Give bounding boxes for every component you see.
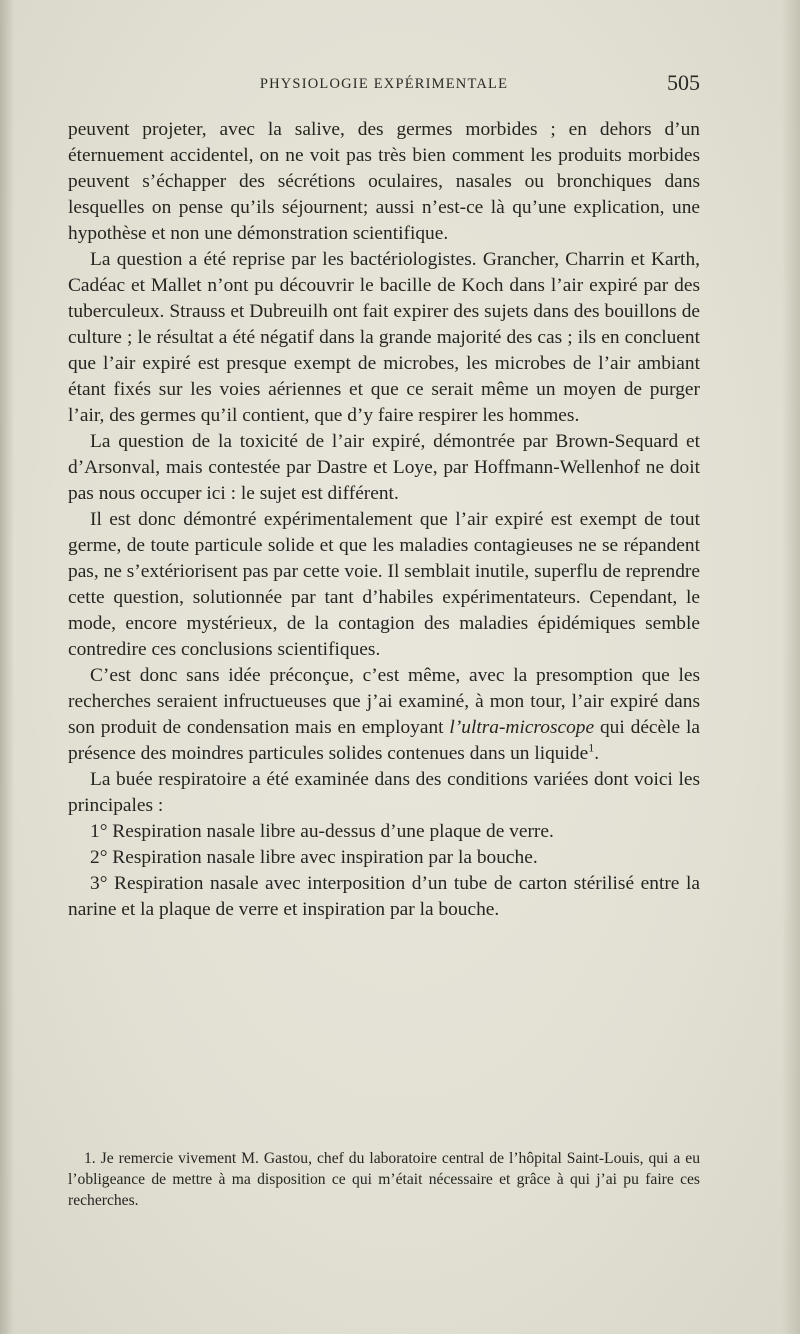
footnote (68, 1148, 700, 1211)
body-text (68, 117, 700, 923)
list-item: 3° Respiration nasale avec interposition d’un tube de carton stérilisé entre la narine et la plaque de verre et inspiration par la bouche. (68, 873, 700, 920)
footnote-reference: 1 (588, 740, 595, 755)
page-header (68, 70, 700, 100)
paragraph-4: Il est donc démontré expérimentalement que l’air expiré est exempt de tout germe, de toute particule solide et que les maladies contagieuses ne se répandent pas, ne s’extériorisent pas par cette voie. Il semblait inutile, superflu de reprendre cette question, solutionnée par tant d’habiles expérimentateurs. Cependant, le mode, encore mystérieux, de la contagion des maladies épidémiques semble contredire ces conclusions scientifiques. (68, 509, 700, 660)
paragraph-5-text-continued: qui décèle la présence des moindres particules solides contenues dans un liquide (68, 717, 700, 764)
list-item: 1° Respiration nasale libre au-dessus d’une plaque de verre. (90, 821, 554, 842)
paragraph-5-end: . (594, 743, 600, 764)
running-title: PHYSIOLOGIE EXPÉRIMENTALE (259, 76, 509, 92)
page-edge-shadow (782, 0, 800, 1334)
page-number: 505 (667, 70, 700, 95)
list-item: 2° Respiration nasale libre avec inspiration par la bouche. (90, 847, 538, 868)
paragraph-3: La question de la toxicité de l’air expiré, démontrée par Brown-Sequard et d’Arsonval, mais contestée par Dastre et Loye, par Hoffmann-Wellenhof ne doit pas nous occuper ici : le sujet est différent. (68, 431, 700, 504)
footnote-text: 1. Je remercie vivement M. Gastou, chef du laboratoire central de l’hôpital Saint-Louis, qui a eu l’obligeance de mettre à ma disposition ce qui m’était nécessaire et grâce à qui j’ai pu faire ces recherches. (68, 1150, 700, 1209)
paragraph-2: La question a été reprise par les bactériologistes. Grancher, Charrin et Karth, Cadéac et Mallet n’ont pu découvrir le bacille de Koch dans l’air expiré par des tuberculeux. Strauss et Dubreuilh ont fait expirer des sujets dans des bouillons de culture ; le résultat a été négatif dans la grande majorité des cas ; ils en concluent que l’air expiré est presque exempt de microbes, les microbes de l’air ambiant étant fixés sur les voies aériennes et que ce serait même un moyen de purger l’air, des germes qu’il contient, que d’y faire respirer les hommes. (68, 249, 700, 426)
paragraph-5 (68, 663, 700, 767)
paragraph-5-text: C’est donc sans idée préconçue, c’est même, avec la presomption que les recherches seraient infructueuses que j’ai examiné, à mon tour, l’air expiré dans son produit de condensation mais en employant (68, 665, 700, 738)
ultra-microscope-term: l’ultra-microscope (449, 717, 595, 738)
page-gutter-shadow (0, 0, 14, 1334)
paragraph-1: peuvent projeter, avec la salive, des germes morbides ; en dehors d’un éternuement accidentel, on ne voit pas très bien comment les produits morbides peuvent s’échapper des sécrétions oculaires, nasales ou bronchiques dans lesquelles on pense qu’ils séjournent; aussi n’est-ce là qu’une explication, une hypothèse et non une démonstration scientifique. (68, 119, 700, 244)
paragraph-6: La buée respiratoire a été examinée dans des conditions variées dont voici les principales : (68, 769, 700, 816)
